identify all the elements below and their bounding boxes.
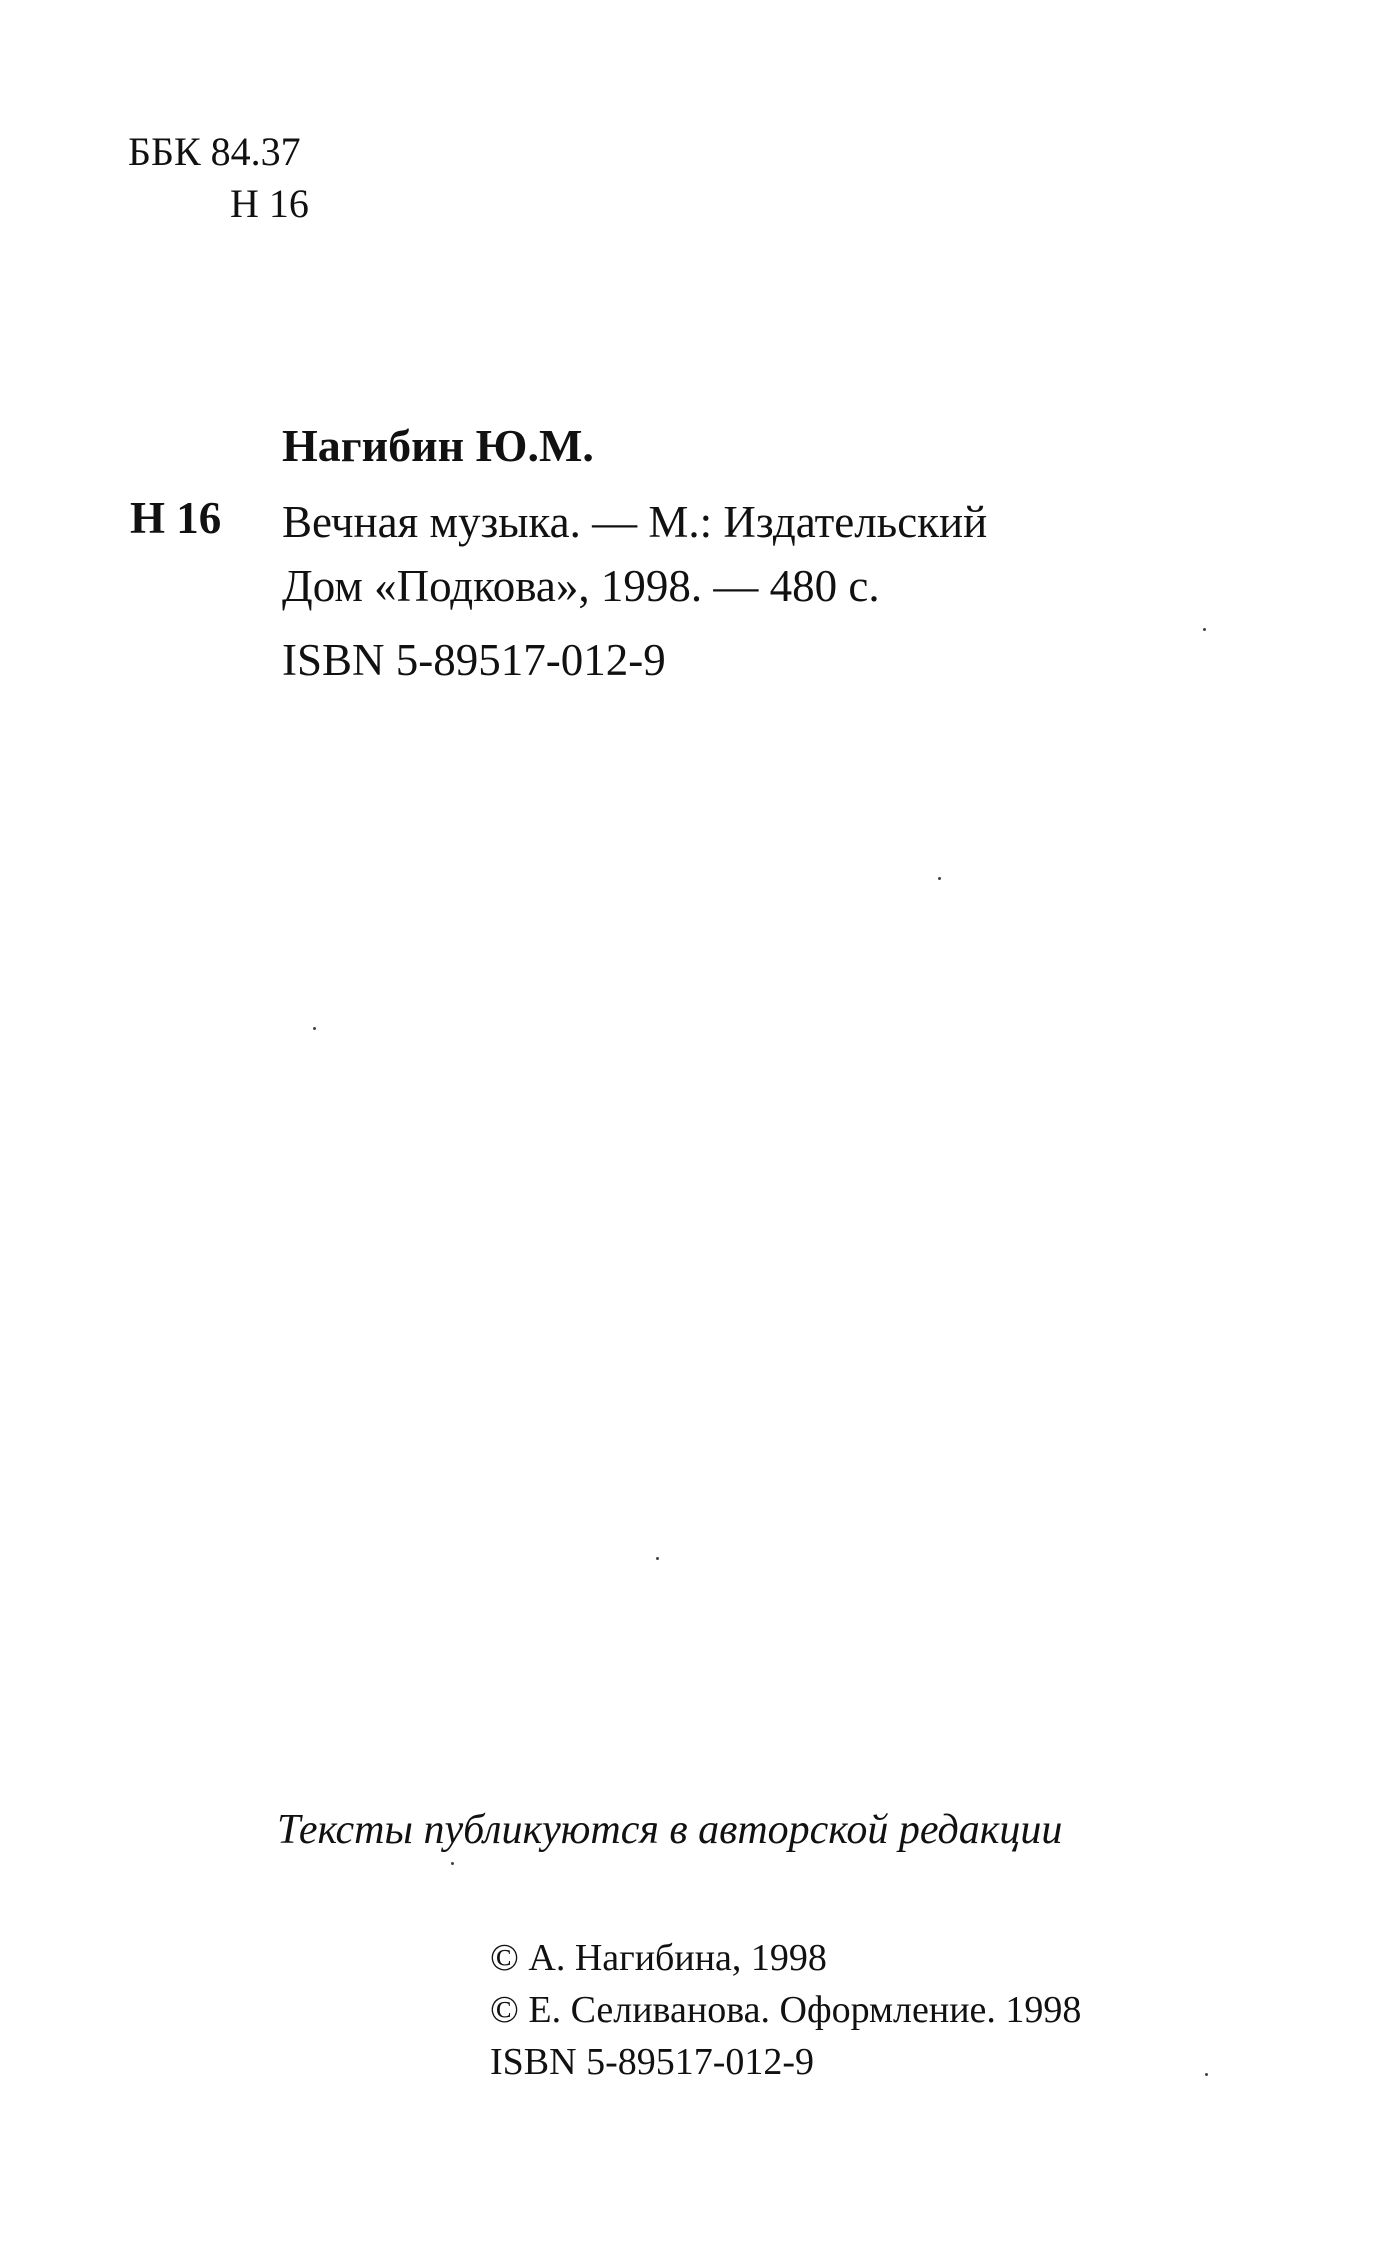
scan-speck [938,877,941,880]
scan-speck [451,1862,454,1865]
editorial-note: Тексты публикуются в авторской редакции [277,1807,1063,1853]
scan-speck [656,1557,659,1560]
record-index-code: Н 16 [130,493,222,543]
scan-speck [313,1027,316,1030]
bibliographic-description [282,490,1162,618]
classification-block [128,126,309,230]
bbk-code: ББК 84.37 [128,129,301,174]
author-name: Нагибин Ю.М. [282,420,594,471]
isbn-record: ISBN 5-89517-012-9 [282,635,666,685]
title-line-1: Вечная музыка. — М.: Издательский [282,497,988,547]
isbn-footer: ISBN 5-89517-012-9 [490,2041,815,2083]
scan-speck [1203,628,1206,631]
copyright-author: © А. Нагибина, 1998 [490,1937,827,1979]
copyright-block [490,1932,1081,2088]
author-index-code: Н 16 [230,181,309,226]
scan-speck [1205,2073,1208,2076]
copyright-design: © Е. Селиванова. Оформление. 1998 [490,1989,1082,2031]
title-line-2: Дом «Подкова», 1998. — 480 с. [282,561,880,611]
